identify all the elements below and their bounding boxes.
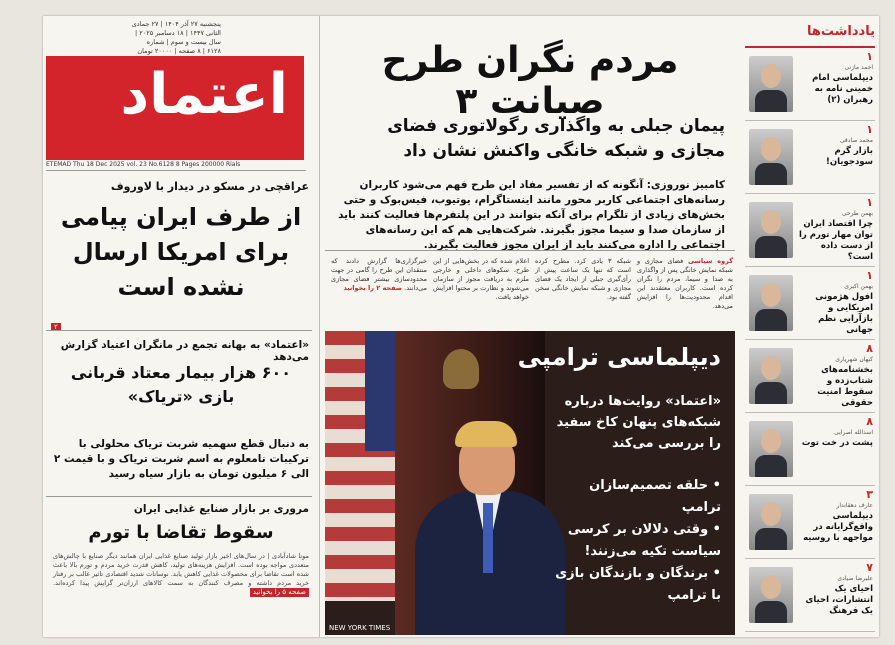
note-page: ۸: [866, 415, 873, 428]
story3-body: مونا شادآبادی | در سال‌های اخیر بازار تولید صنایع غذایی ایران همانند دیگر صنایع با چالش‌های متعددی مواجه بوده است. افزایش هزینه‌های تولید، کاهش قدرت خرید مردم و تورم بالا باعث شده است تقاضا برای محصولات غذایی کاهش یابد. نوسانات شدید اقتصادی تاثیر غالب بر رفتار خرید مردم داشته و مصرف کنندگان به سمت کالاهای ارزان‌تر گرایش پیدا کرده‌اند.: [53, 552, 309, 587]
notes-header: [745, 16, 875, 48]
main-subhead: پیمان جبلی به واگذاری رگولاتوری فضای مجازی و شبکه خانگی واکنش نشان داد: [387, 116, 725, 161]
issue-strip: ETEMAD Thu 18 Dec 2025 vol. 23 No.6128 8 Pages 200000 Rials: [46, 161, 306, 171]
note-item[interactable]: [745, 559, 875, 632]
divider: [46, 330, 312, 331]
figure-hair: [455, 421, 517, 447]
note-author: کیهان شهریاری: [835, 356, 873, 363]
photo-subtitle: «اعتماد» روایت‌ها درباره شبکه‌های پنهان کاخ سفید را بررسی می‌کند: [556, 394, 721, 451]
story1-headline: از طرف ایران پیامی برای امریکا ارسال نشده است: [60, 203, 302, 301]
note-title: احیای یک انتشارات، احیای یک فرهنگ: [805, 584, 873, 616]
author-body: [755, 601, 787, 623]
author-head: [761, 210, 781, 234]
main-lead: کامبیز نوروزی: آنگونه که از تفسیر مفاد این طرح فهم می‌شود کاربران رسانه‌های اجتماعی کاربر محور مانند اینستاگرام، یوتیوب، فیس‌بوک و حتی بخش‌های زیادی از تلگرام برای آنکه بتوانند در این پلتفرم‌ها فعالیت کنند باید از سازمان صدا و سیما مجوز بگیرند. شرکت‌هایی هم که این رسانه‌های اجتماعی را اداره می‌کنند باید از ایران مجوز فعالیت بگیرند.: [338, 179, 725, 251]
note-text: [797, 124, 873, 168]
continued-link[interactable]: صفحه ۲ را بخوانید: [343, 284, 403, 292]
note-title: بازار گرم سودجویان!: [825, 146, 873, 167]
photo-bullet: • حلقه تصمیم‌سازان ترامپ: [589, 478, 721, 515]
author-head: [761, 502, 781, 526]
note-author: احمد مازنی: [844, 64, 873, 71]
note-item[interactable]: [745, 194, 875, 267]
story2-headline: ۶۰۰ هزار بیمار معتاد قربانی بازی «تریاک»: [70, 363, 292, 406]
note-item[interactable]: [745, 121, 875, 194]
story-col-3: [433, 257, 529, 321]
author-photo: [749, 421, 793, 477]
author-photo: [749, 56, 793, 112]
photo-heading: دیپلماسی ترامپی: [517, 343, 721, 371]
note-page: ۸: [866, 342, 873, 355]
story-col-2: [535, 257, 631, 321]
story2-summary: به دنبال قطع سهمیه شربت تریاک محلولی با ترکیبات نامعلوم به اسم شربت تریاک و با قیمت ۲ الی ۶ میلیون تومان به بازار سیاه رسید: [53, 438, 309, 480]
author-head: [761, 283, 781, 307]
photo-bullet: • وقتی دلالان بر کرسی سیاست تکیه می‌زنند!: [567, 522, 721, 559]
note-page: ۷: [866, 561, 873, 574]
story-col-4: [331, 257, 427, 321]
author-body: [755, 455, 787, 477]
story3-text: [53, 552, 309, 632]
author-photo: [749, 348, 793, 404]
note-item[interactable]: [745, 267, 875, 340]
portrait-figure: [415, 421, 565, 635]
story-col-text: فضای مجازی و شبکه نمایش خانگی پس از واگذاری به صدا و سیما، مردم را نگران کرده است. کاربران معتقدند این اقدام محدودیت‌ها را افزایش می‌دهد.: [637, 257, 733, 310]
note-page: ۳: [866, 488, 873, 501]
note-text: [797, 270, 873, 336]
story-col-text: شبکه ۳ یادی کرد. مطرح کرده است که تنها یک ساعت پیش از رأی‌گیری جبلی از ایجاد یک فضای مجازی و شبکه نمایش خانگی سخن گفته بود.: [535, 257, 631, 301]
note-item[interactable]: [745, 486, 875, 559]
note-author: محمد صادقی: [839, 137, 873, 144]
author-head: [761, 429, 781, 453]
main-story-column: [321, 16, 739, 637]
newspaper-page: [43, 16, 879, 637]
note-item[interactable]: [745, 48, 875, 121]
note-item[interactable]: [745, 413, 875, 486]
note-title: بخشنامه‌های شتاب‌زده و سقوط امنیت حقوقی: [817, 365, 873, 408]
note-author: اسدالله اصرایی: [834, 429, 873, 436]
note-page: ۱: [866, 50, 873, 63]
note-text: [797, 562, 873, 617]
author-head: [761, 575, 781, 599]
author-photo: [749, 202, 793, 258]
story2-kicker: «اعتماد» به بهانه تجمع در مانگران اعتیاد گزارش می‌دهد: [60, 339, 309, 363]
trump-photo: [325, 331, 735, 635]
note-text: [797, 51, 873, 106]
author-body: [755, 236, 787, 258]
story-col-text: اعلام شده که در بخش‌هایی از این طرح، سکوهای داخلی و خارجی ملزم به دریافت مجوز از سازمان می‌شوند و نظارت بر محتوا افزایش خواهد یافت.: [433, 257, 529, 301]
notes-column: [745, 16, 875, 637]
note-title: افول هژمونی امریکایی و بازآرایی نظم جهانی: [815, 292, 873, 335]
note-page: ۱: [866, 123, 873, 136]
continued-link[interactable]: صفحه ۵ را بخوانید: [250, 588, 309, 597]
flag-stars: [365, 331, 395, 451]
note-author: بهمن طرحی: [841, 210, 873, 217]
note-text: [797, 343, 873, 409]
left-column: [43, 16, 320, 637]
note-page: ۱: [866, 269, 873, 282]
note-title: پشت در خت توت: [801, 438, 873, 448]
logo-text: اعتماد: [120, 62, 288, 127]
note-item[interactable]: [745, 340, 875, 413]
note-author: بهمن اکبری: [844, 283, 873, 290]
author-body: [755, 163, 787, 185]
note-text: [797, 489, 873, 544]
figure-tie: [483, 503, 493, 573]
eagle-icon: [443, 349, 479, 389]
note-title: دیپلماسی امام خمینی نامه به رهبران (۲): [812, 73, 873, 105]
photo-bullet: • برندگان و بازندگان بازی با ترامپ: [555, 566, 721, 603]
author-body: [755, 90, 787, 112]
note-author: عارف دهقاندار: [836, 502, 873, 509]
issue-meta: پنجشنبه ۲۷ آذر ۱۴۰۴ | ۲۷ جمادی الثانی ۱۴۴۷ | ۱۸ دسامبر ۲۰۲۵ | سال بیست و سوم | شماره ۶۱۲۸ | ۸ صفحه | ۲۰۰۰۰ تومان: [131, 20, 221, 55]
main-headline: مردم نگران طرح صیانت ۳: [381, 40, 679, 122]
author-body: [755, 528, 787, 550]
author-photo: [749, 275, 793, 331]
author-photo: [749, 567, 793, 623]
story-label: گروه سیاسی: [687, 257, 733, 265]
note-author: علیرضا صیادی: [837, 575, 873, 582]
author-head: [761, 64, 781, 88]
note-text: [797, 416, 873, 449]
note-text: [797, 197, 873, 263]
author-photo: [749, 494, 793, 550]
masthead-logo: [46, 56, 304, 160]
divider: [46, 496, 312, 497]
story-col-1: [637, 257, 733, 321]
notes-title: یادداشت‌ها: [806, 23, 875, 39]
story1-kicker: عراقچی در مسکو در دیدار با لاوروف: [110, 180, 309, 193]
page-ref-badge[interactable]: ۲: [51, 323, 61, 331]
photo-credit: NEW YORK TIMES: [329, 624, 391, 632]
author-photo: [749, 129, 793, 185]
photo-bullets: [551, 475, 721, 607]
note-title: دیپلماسی واقع‌گرایانه در مواجهه با روسیه: [803, 511, 873, 543]
author-head: [761, 137, 781, 161]
story3-kicker: مروری بر بازار صنایع غذایی ایران: [133, 503, 309, 515]
author-head: [761, 356, 781, 380]
story-col-text: خبرگزاری‌ها گزارش دادند که منتقدان این طرح را گامی در جهت محدودسازی بیشتر فضای مجازی می‌دانند.: [331, 257, 427, 292]
story3-headline: سقوط تقاضا با تورم: [88, 522, 274, 543]
note-page: ۱: [866, 196, 873, 209]
story-columns: [325, 250, 735, 325]
author-body: [755, 382, 787, 404]
author-body: [755, 309, 787, 331]
us-flag-image: [325, 331, 395, 601]
note-title: چرا اقتصاد ایران توان مهار تورم را از دست داده است؟: [799, 219, 873, 262]
